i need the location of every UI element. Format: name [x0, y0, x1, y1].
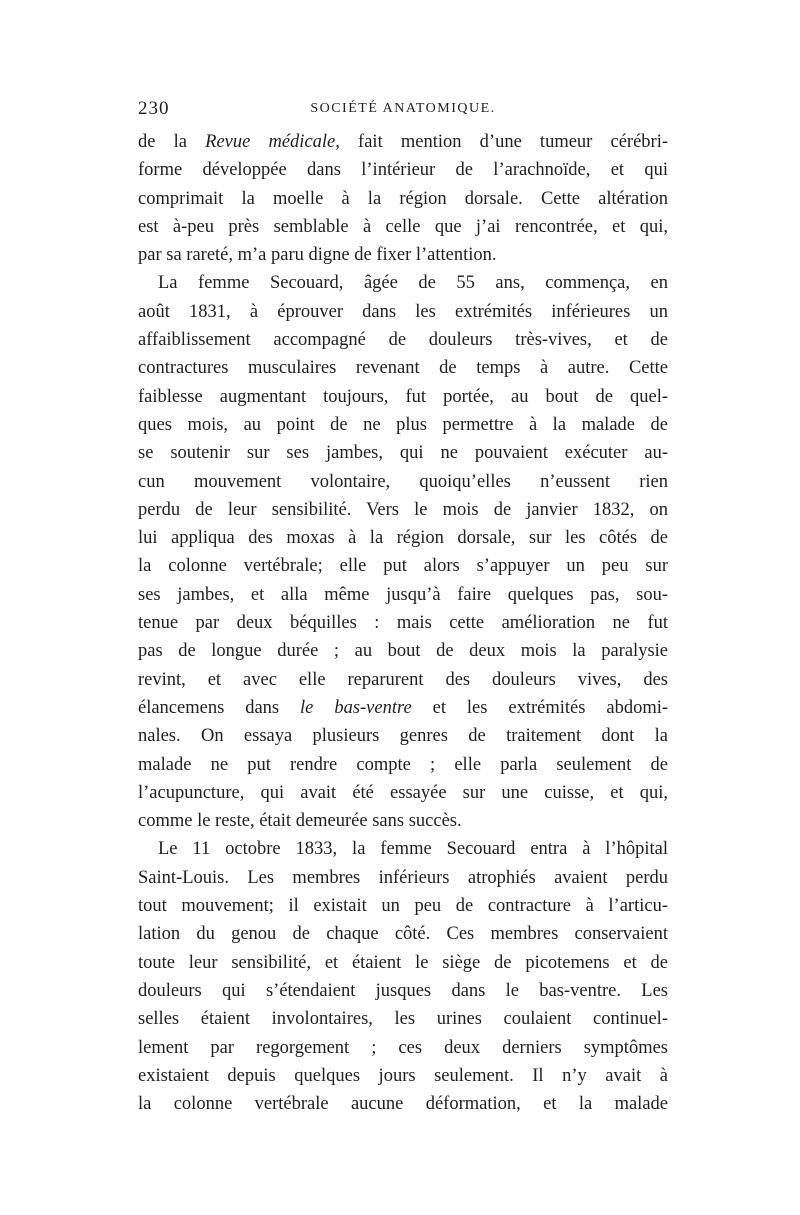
text-line: élancemens dans le bas-ventre et les extrémités abdomi- [138, 697, 669, 718]
page-header-title: SOCIÉTÉ ANATOMIQUE. [310, 101, 496, 116]
text-line: cun mouvement volontaire, quoiqu’elles n’eussent rien [138, 471, 668, 492]
text-line: selles étaient involontaires, les urines coulaient continuel- [138, 1009, 668, 1030]
text-line: est à-peu près semblable à celle que j’ai rencontrée, et qui, [138, 216, 668, 237]
text-line: malade ne put rendre compte ; elle parla seulement de [138, 754, 668, 775]
text-line: lement par regorgement ; ces deux derniers symptômes [138, 1037, 668, 1058]
text-line: Le 11 octobre 1833, la femme Secouard entra à l’hôpital [158, 839, 668, 860]
text-line: comprimait la moelle à la région dorsale. Cette altération [138, 188, 668, 209]
text-line: la colonne vertébrale; elle put alors s’appuyer un peu sur [138, 556, 668, 577]
text-line: faiblesse augmentant toujours, fut portée, au bout de quel- [138, 386, 668, 407]
text-line: lation du genou de chaque côté. Ces membres conservaient [138, 924, 668, 945]
text-line: comme le reste, était demeurée sans succès. [138, 811, 462, 832]
text-line: se soutenir sur ses jambes, qui ne pouvaient exécuter au- [138, 443, 668, 464]
text-line: par sa rareté, m’a paru digne de fixer l’attention. [138, 245, 497, 266]
text-line: ses jambes, et alla même jusqu’à faire quelques pas, sou- [138, 584, 668, 605]
text-line: douleurs qui s’étendaient jusques dans le bas-ventre. Les [138, 980, 668, 1001]
text-line: existaient depuis quelques jours seulement. Il n’y avait à [138, 1065, 668, 1086]
text-line: toute leur sensibilité, et étaient le siège de picotemens et de [138, 952, 668, 973]
text-line: revint, et avec elle reparurent des douleurs vives, des [138, 669, 668, 690]
text-line: Saint-Louis. Les membres inférieurs atrophiés avaient perdu [138, 867, 668, 888]
text-line: août 1831, à éprouver dans les extrémités inférieures un [138, 301, 668, 322]
text-line: de la Revue médicale, fait mention d’une tumeur cérébri- [138, 132, 669, 152]
page-number: 230 [138, 98, 170, 119]
running-head [138, 98, 668, 122]
text-line: tout mouvement; il existait un peu de contracture à l’articu- [138, 896, 668, 917]
text-line: l’acupuncture, qui avait été essayée sur une cuisse, et qui, [138, 782, 668, 803]
text-line: tenue par deux béquilles : mais cette amélioration ne fut [138, 613, 668, 634]
text-line: pas de longue durée ; au bout de deux mois la paralysie [138, 641, 668, 662]
text-line: nales. On essaya plusieurs genres de traitement dont la [138, 726, 668, 747]
text-line: ques mois, au point de ne plus permettre à la malade de [138, 414, 668, 435]
text-line: perdu de leur sensibilité. Vers le mois de janvier 1832, on [138, 499, 668, 520]
text-line: lui appliqua des moxas à la région dorsale, sur les côtés de [138, 528, 668, 549]
text-line: forme développée dans l’intérieur de l’arachnoïde, et qui [138, 160, 668, 181]
body-text [138, 128, 668, 1118]
text-line: La femme Secouard, âgée de 55 ans, commença, en [158, 273, 668, 294]
text-line: affaiblissement accompagné de douleurs très-vives, et de [138, 330, 668, 351]
text-line: la colonne vertébrale aucune déformation, et la malade [138, 1094, 668, 1115]
text-line: contractures musculaires revenant de temps à autre. Cette [138, 358, 668, 379]
